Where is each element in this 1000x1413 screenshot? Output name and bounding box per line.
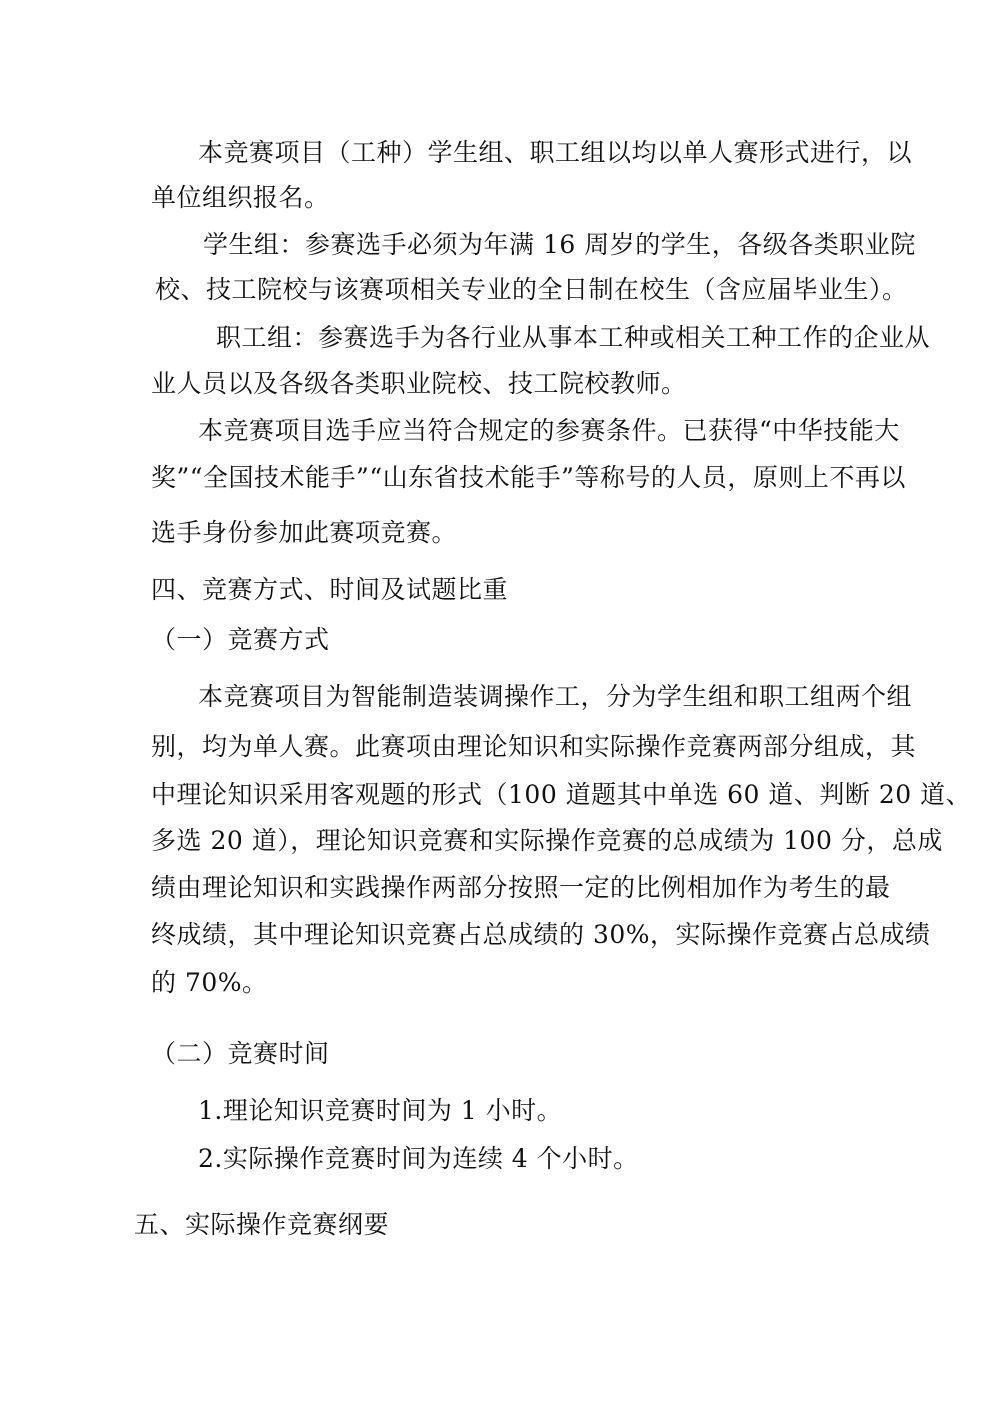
paragraph-line: 选手身份参加此赛项竞赛。 <box>151 518 458 547</box>
subsection-heading-1: （一）竞赛方式 <box>151 625 330 654</box>
paragraph-line: 奖”“全国技术能手”“山东省技术能手”等称号的人员，原则上不再以 <box>151 463 906 492</box>
section-heading-4: 四、竞赛方式、时间及试题比重 <box>151 575 509 604</box>
paragraph-line: 校、技工院校与该赛项相关专业的全日制在校生（含应届毕业生）。 <box>155 275 908 304</box>
paragraph-line: 本竞赛项目（工种）学生组、职工组以均以单人赛形式进行，以 <box>198 138 913 167</box>
list-item: 2.实际操作竞赛时间为连续 4 个小时。 <box>198 1144 639 1173</box>
paragraph-line: 多选 20 道），理论知识竞赛和实际操作竞赛的总成绩为 100 分，总成 <box>151 826 943 855</box>
paragraph-line: 别，均为单人赛。此赛项由理论知识和实际操作竞赛两部分组成，其 <box>151 732 917 761</box>
paragraph-line: 绩由理论知识和实践操作两部分按照一定的比例相加作为考生的最 <box>151 873 891 902</box>
paragraph-line: 本竞赛项目为智能制造装调操作工，分为学生组和职工组两个组 <box>198 682 913 711</box>
paragraph-line: 单位组织报名。 <box>151 183 330 212</box>
subsection-heading-2: （二）竞赛时间 <box>151 1039 330 1068</box>
paragraph-line: 职工组：参赛选手为各行业从事本工种或相关工种工作的企业从 <box>216 323 931 352</box>
paragraph-line: 中理论知识采用客观题的形式（100 道题其中单选 60 道、判断 20 道、 <box>151 780 972 809</box>
paragraph-line: 本竞赛项目选手应当符合规定的参赛条件。已获得“中华技能大 <box>198 416 900 445</box>
paragraph-line: 学生组：参赛选手必须为年满 16 周岁的学生，各级各类职业院 <box>203 230 916 259</box>
section-heading-5: 五、实际操作竞赛纲要 <box>134 1210 390 1239</box>
paragraph-line: 业人员以及各级各类职业院校、技工院校教师。 <box>151 369 687 398</box>
paragraph-line: 的 70%。 <box>151 968 268 997</box>
paragraph-line: 终成绩，其中理论知识竞赛占总成绩的 30%，实际操作竞赛占总成绩 <box>151 920 931 949</box>
list-item: 1.理论知识竞赛时间为 1 小时。 <box>198 1096 563 1125</box>
